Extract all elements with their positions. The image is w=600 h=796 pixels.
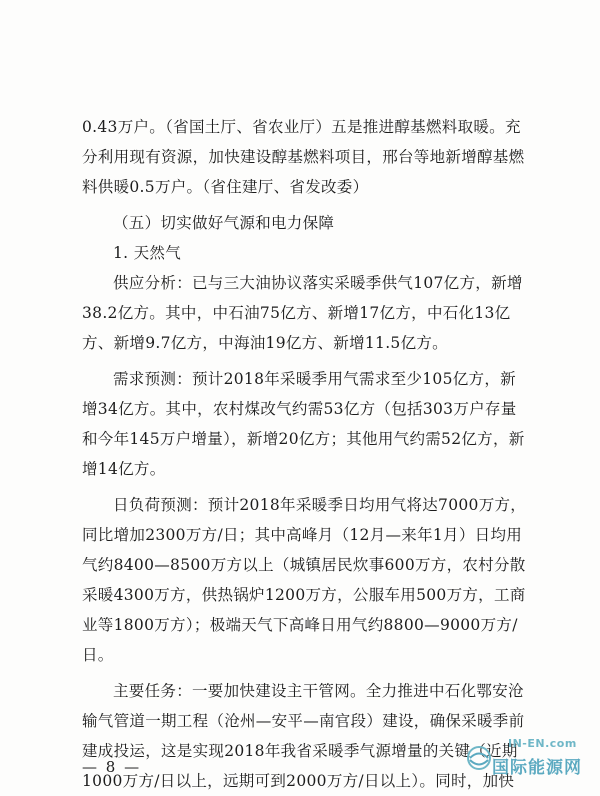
subsection-heading: 1. 天然气 [113,244,182,262]
body-text [82,112,528,796]
section-heading: （五）切实做好气源和电力保障 [113,214,335,232]
paragraph-heating-continuation: 0.43万户。（省国土厅、省农业厅）五是推进醇基燃料取暖。充分利用现有资源，加快建设醇基燃料项目，邢台等地新增醇基燃料供暖0.5万户。（省住建厅、省发改委） [82,118,525,196]
paragraph-daily-load-forecast: 日负荷预测：预计2018年采暖季日均用气将达7000万方，同比增加2300万方/日；其中高峰月（12月—来年1月）日均用气约8400—8500万方以上（城镇居民炊事600万方，农村分散采暖4300万方，供热锅炉1200万方，公服车用500万方，工商业等1800万方）；极端天气下高峰日用气约8800—9000万方/日。 [82,496,527,664]
globe-logo-icon [466,745,492,771]
paragraph-supply-analysis: 供应分析：已与三大油协议落实采暖季供气107亿方，新增38.2亿方。其中，中石油75亿方、新增17亿方，中石化13亿方、新增9.7亿方，中海油19亿方、新增11.5亿方。 [82,274,523,352]
paragraph-main-tasks: 主要任务：一要加快建设主干管网。全力推进中石化鄂安沧输气管道一期工程（沧州—安平—南官段）建设，确保采暖季前建成投运，这是实现2018年我省采暖季气源增量的关键（近期1000万方/日以上，远期可到2000万方/日以上）。同时，加快 [82,682,525,790]
page-number: — 8 — [82,758,142,776]
watermark-cn: 国际能源网 [492,758,582,778]
paragraph-demand-forecast: 需求预测：预计2018年采暖季用气需求至少105亿方，新增34亿方。其中，农村煤改气约需53亿方（包括303万户存量和今年145万户增量），新增20亿方；其他用气约需52亿方，新增14亿方。 [82,370,525,478]
watermark [462,735,592,787]
watermark-en: IN-EN.com [508,737,577,750]
